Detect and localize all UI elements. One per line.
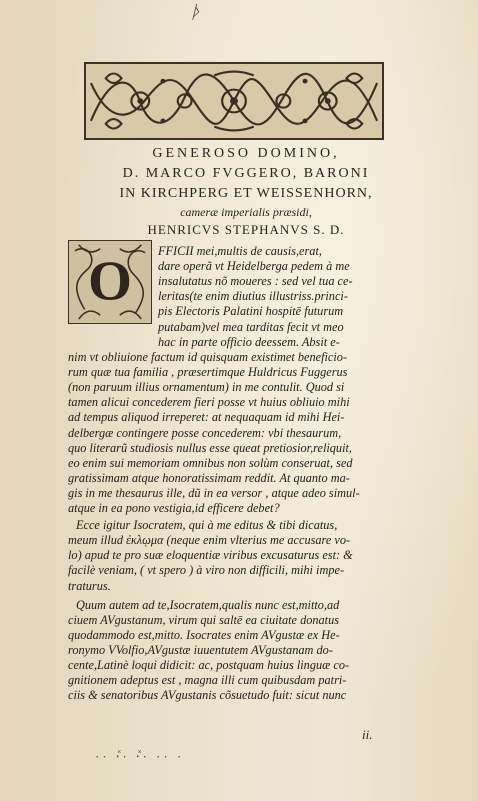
text-line: meum illud ἐκλῳμα (neque enim vlterius me accusare vo-: [68, 533, 351, 548]
text-line: pis Electoris Palatini hospitē futurum: [158, 304, 344, 319]
footer-ink-marks: ·· ·ⷦ· ·ⷯ· ·· ·: [95, 749, 185, 764]
text-line: Quum autem ad te,Isocratem,qualis nunc est,mitto,ad: [76, 597, 340, 612]
text-line: rum quæ tua familia , præsertimque Huldricus Fuggerus: [68, 365, 348, 380]
text-line: gnitionem adeptus est , magna illi cum quibusdam patri-: [68, 673, 347, 688]
text-line: lo) apud te pro suæ eloquentiæ viribus excusaturus est: &: [68, 548, 353, 563]
header-line-5: HENRICVS STEPHANVS S. D.: [147, 222, 345, 237]
text-line: insalutatus nõ moueres : sed vel tua ce-: [158, 274, 353, 289]
text-line: ronymo VVolfio,AVgustæ iuuentutem AVgustanam do-: [68, 642, 333, 657]
initial-letter: O: [87, 250, 133, 313]
header-line-4: cameræ imperialis præsidi,: [180, 205, 312, 219]
text-line: ciuem AVgustanum, virum qui saltē ea ciuitate donatus: [68, 612, 340, 627]
text-line: tamen alicui concederem fieri posse vt huius obliuio mihi: [68, 395, 350, 410]
text-line: quodammodo est,mitto. Isocrates enim AVgustæ ex He-: [68, 627, 340, 642]
header-line-3: IN KIRCHPERG ET WEISSENHORN,: [119, 186, 373, 201]
text-line: gratissimam atque honoratissimam reddit. At quanto ma-: [68, 470, 350, 485]
text-line: putabam)vel mea tarditas fecit vt meo: [158, 319, 344, 334]
text-line: eo enim sui memoriam omnibus non solùm conseruat, sed: [68, 455, 353, 470]
text-line: dare operã vt Heidelberga pedem à me: [158, 259, 350, 274]
signature-mark: ii.: [362, 727, 373, 742]
manuscript-mark: ᚦ: [190, 2, 203, 22]
text-line: facilè veniam, ( vt spero ) à viro non difficili, mihi impe-: [68, 563, 345, 578]
text-line: Ecce igitur Isocratem, qui à me editus & tibi dicatus,: [76, 518, 338, 533]
decorated-initial: [68, 240, 152, 324]
text-line: gis in me thesaurus ille, dũ in ea versor , atque adeo simul-: [68, 485, 360, 500]
text-line: FFICII mei,multis de causis,erat,: [158, 244, 322, 258]
text-line: nim vt obliuione factum id quisquam existimet beneficio-: [68, 350, 348, 364]
text-line: ad tempus aliquod irreperet: at nequaquam id mihi Hei-: [68, 410, 345, 425]
text-line: hac in parte officio deessem. Absit e-: [158, 334, 340, 349]
text-line: ciis & senatoribus AVgustanis cõsuetudo fuit: sicut nunc: [68, 688, 347, 703]
text-line: cente,Latinè loqui didicit: ac, postquam huius linguæ co-: [68, 658, 350, 672]
header-line-2: D. MARCO FVGGERO, BARONI: [122, 166, 370, 181]
text-line: delbergæ contingere posse concederem: vbi thesaurum,: [68, 425, 342, 440]
text-line: quo literarũ studiosis nullus esse queat pretiosior,reliquit,: [68, 440, 352, 455]
ornamental-headpiece: [84, 62, 384, 140]
text-line: leritas(te enim diutius illustriss.princi-: [158, 289, 348, 304]
text-line: atque in ea pono vestigia,id efficere debet?: [68, 501, 280, 515]
text-line: (non paruum illius ornamentum) in me contulit. Quod si: [68, 380, 345, 395]
text-line: traturus.: [68, 578, 111, 593]
header-line-1: GENEROSO DOMINO,: [152, 146, 340, 161]
